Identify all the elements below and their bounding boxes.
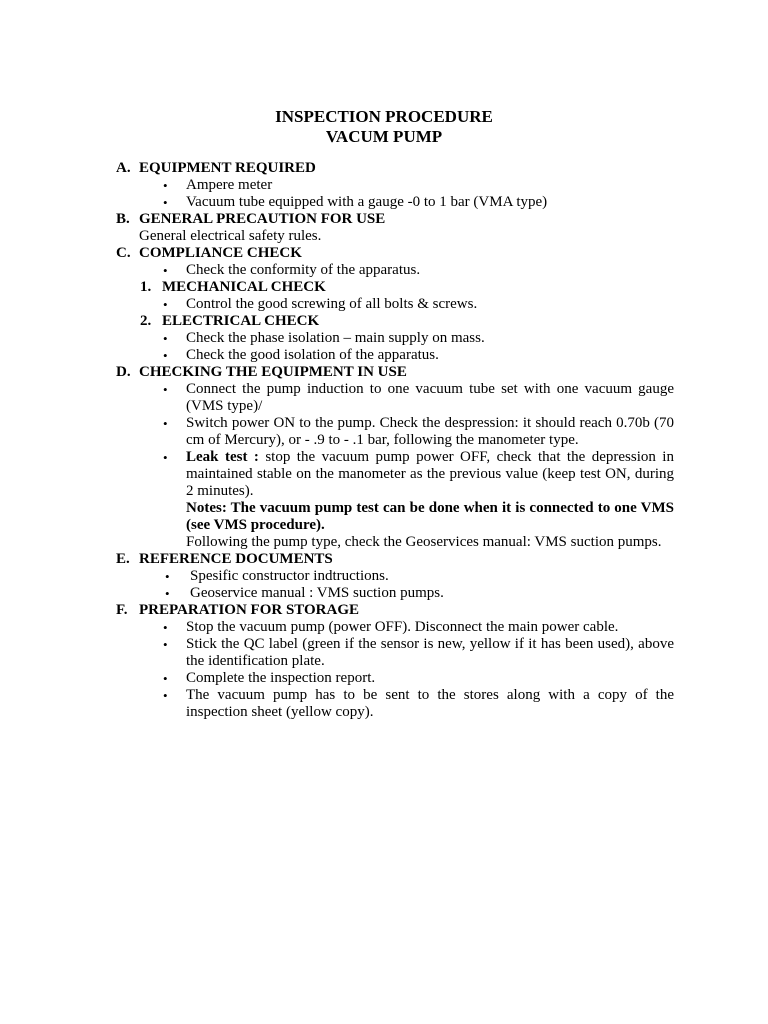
list-item-text: Ampere meter — [186, 177, 273, 193]
section-e-list — [0, 568, 768, 602]
bullet-icon: • — [163, 297, 168, 312]
list-item — [163, 670, 674, 687]
section-d-list — [0, 381, 768, 500]
list-item-leak-test — [163, 449, 674, 500]
subsection-title: MECHANICAL CHECK — [162, 279, 326, 295]
list-item-text: Switch power ON to the pump. Check the despression: it should reach 0.70b (70 cm of Mercury), or - .9 to - .1 bar, following the manometer type. — [186, 415, 674, 448]
section-f-list — [0, 619, 768, 721]
list-item — [163, 619, 674, 636]
subsection-title: ELECTRICAL CHECK — [162, 313, 320, 329]
list-item — [163, 177, 674, 194]
subsection-mechanical-list — [0, 296, 768, 313]
document-body — [0, 160, 768, 721]
bullet-icon: • — [163, 450, 168, 465]
list-item-text: Geoservice manual : VMS suction pumps. — [190, 585, 444, 601]
section-letter: D. — [116, 364, 131, 380]
list-item-text: Stick the QC label (green if the sensor is new, yellow if it has been used), above the identification plate. — [186, 636, 674, 669]
bullet-icon: • — [163, 416, 168, 431]
bullet-icon: • — [163, 195, 168, 210]
bullet-icon: • — [163, 348, 168, 363]
list-item-text: Connect the pump induction to one vacuum tube set with one vacuum gauge (VMS type)/ — [186, 381, 674, 414]
list-item-text: Check the conformity of the apparatus. — [186, 262, 421, 278]
leak-test-text: stop the vacuum pump power OFF, check that the depression in maintained stable on the manometer as the previous value (keep test ON, during 2 minutes). — [186, 449, 674, 499]
list-item-text: Check the good isolation of the apparatus. — [186, 347, 439, 363]
document-subtitle: VACUM PUMP — [325, 127, 443, 146]
notes-paragraph: Notes: The vacuum pump test can be done when it is connected to one VMS (see VMS procedure). — [186, 500, 674, 533]
list-item — [165, 585, 674, 602]
section-letter: F. — [116, 602, 128, 618]
bullet-icon: • — [163, 331, 168, 346]
bullet-icon: • — [163, 671, 168, 686]
bullet-icon: • — [163, 637, 168, 652]
subsection-electrical-list — [0, 330, 768, 364]
list-item — [163, 262, 674, 279]
list-item — [163, 415, 674, 449]
list-item-text: Complete the inspection report. — [186, 670, 376, 686]
section-letter: E. — [116, 551, 130, 567]
bullet-icon: • — [165, 586, 170, 601]
following-paragraph: Following the pump type, check the Geoservices manual: VMS suction pumps. — [186, 534, 662, 550]
list-item — [163, 296, 674, 313]
bullet-icon: • — [163, 382, 168, 397]
section-e-heading — [116, 551, 768, 568]
subsection-mechanical-heading — [140, 279, 768, 296]
list-item-text: Stop the vacuum pump (power OFF). Disconnect the main power cable. — [186, 619, 619, 635]
section-f-heading — [116, 602, 768, 619]
list-item — [163, 636, 674, 670]
section-letter: A. — [116, 160, 131, 176]
bullet-icon: • — [163, 178, 168, 193]
list-item — [163, 687, 674, 721]
list-item-text: Check the phase isolation – main supply on mass. — [186, 330, 485, 346]
document-title: INSPECTION PROCEDURE — [275, 107, 493, 126]
bullet-icon: • — [163, 263, 168, 278]
list-item-text: The vacuum pump has to be sent to the stores along with a copy of the inspection sheet (yellow copy). — [186, 687, 674, 720]
section-title: GENERAL PRECAUTION FOR USE — [139, 211, 386, 227]
section-d-heading — [116, 364, 768, 381]
subsection-number: 2. — [140, 313, 152, 329]
list-item — [163, 381, 674, 415]
section-title: PREPARATION FOR STORAGE — [139, 602, 360, 618]
list-item-text: Spesific constructor indtructions. — [190, 568, 389, 584]
section-a-heading — [116, 160, 768, 177]
bullet-icon: • — [163, 620, 168, 635]
section-b-heading — [116, 211, 768, 228]
leak-test-label: Leak test : — [186, 449, 259, 465]
list-item — [163, 330, 674, 347]
section-b-text: General electrical safety rules. — [139, 228, 322, 244]
subsection-number: 1. — [140, 279, 152, 295]
section-letter: B. — [116, 211, 130, 227]
list-item — [165, 568, 674, 585]
section-title: EQUIPMENT REQUIRED — [139, 160, 316, 176]
bullet-icon: • — [163, 688, 168, 703]
section-title: COMPLIANCE CHECK — [139, 245, 302, 261]
section-title: CHECKING THE EQUIPMENT IN USE — [139, 364, 407, 380]
section-title: REFERENCE DOCUMENTS — [139, 551, 333, 567]
section-a-list — [0, 177, 768, 211]
section-letter: C. — [116, 245, 131, 261]
list-item — [163, 194, 674, 211]
list-item-text: Vacuum tube equipped with a gauge -0 to 1 bar (VMA type) — [186, 194, 548, 210]
list-item-text: Control the good screwing of all bolts & screws. — [186, 296, 478, 312]
section-c-list — [0, 262, 768, 279]
list-item — [163, 347, 674, 364]
subsection-electrical-heading — [140, 313, 768, 330]
section-c-heading — [116, 245, 768, 262]
bullet-icon: • — [165, 569, 170, 584]
